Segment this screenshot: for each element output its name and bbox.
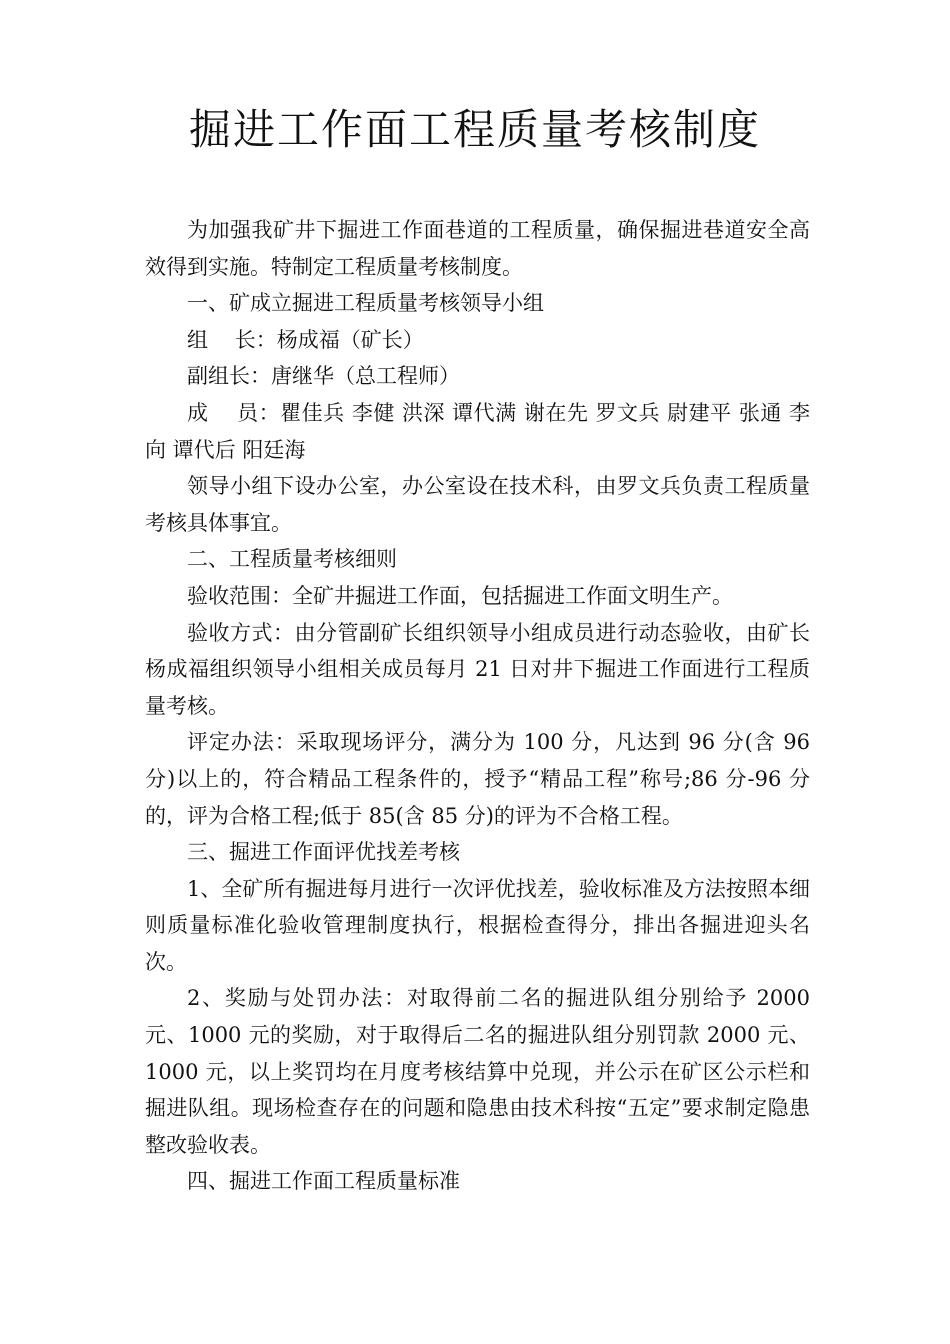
office-note-paragraph: 领导小组下设办公室，办公室设在技术科，由罗文兵负责工程质量考核具体事宜。 bbox=[145, 474, 810, 535]
deputy-line bbox=[145, 358, 810, 395]
deputy-value: 唐继华（总工程师） bbox=[271, 364, 460, 389]
method-paragraph: 验收方式：由分管副矿长组织领导小组成员进行动态验收，由矿长杨成福组织领导小组相关成员每月 21 日对井下掘进工作面进行工程质量考核。 bbox=[145, 620, 810, 718]
members-label: 成 员： bbox=[187, 400, 281, 425]
rating-paragraph: 评定办法：采取现场评分，满分为 100 分，凡达到 96 分(含 96 分)以上的，符合精品工程条件的，授予“精品工程”称号;86 分-96 分的，评为合格工程;低于 85(含 85 分)的评为不合格工程。 bbox=[145, 730, 810, 828]
leader-label: 组 长： bbox=[187, 327, 277, 352]
document-title: 掘进工作面工程质量考核制度 bbox=[188, 105, 761, 154]
item1-paragraph: 1、全矿所有掘进每月进行一次评优找差，验收标准及方法按照本细则质量标准化验收管理制度执行，根据检查得分，排出各掘进迎头名次。 bbox=[145, 876, 810, 974]
section1-heading: 一、矿成立掘进工程质量考核领导小组 bbox=[187, 291, 544, 316]
scope-paragraph: 验收范围：全矿井掘进工作面，包括掘进工作面文明生产。 bbox=[187, 583, 733, 608]
section2-heading: 二、工程质量考核细则 bbox=[187, 547, 397, 572]
leader-line bbox=[145, 322, 810, 359]
members-paragraph bbox=[145, 395, 810, 468]
section3-heading: 三、掘进工作面评优找差考核 bbox=[187, 840, 460, 865]
section4-heading: 四、掘进工作面工程质量标准 bbox=[187, 1169, 460, 1194]
members-value: 瞿佳兵 李健 洪深 谭代满 谢在先 罗文兵 尉建平 张通 李向 谭代后 阳廷海 bbox=[145, 400, 810, 462]
document-body bbox=[145, 212, 810, 1200]
deputy-label: 副组长： bbox=[187, 364, 271, 389]
item2-paragraph: 2、奖励与处罚办法：对取得前二名的掘进队组分别给予 2000 元、1000 元的奖励，对于取得后二名的掘进队组分别罚款 2000 元、1000 元，以上奖罚均在月度考核结算中兑现，并公示在矿区公示栏和掘进队组。现场检查存在的问题和隐患由技术科按“五定”要求制定隐患整改验收表。 bbox=[145, 986, 810, 1157]
leader-value: 杨成福（矿长） bbox=[276, 327, 424, 352]
intro-paragraph: 为加强我矿井下掘进工作面巷道的工程质量，确保掘进巷道安全高效得到实施。特制定工程质量考核制度。 bbox=[145, 218, 810, 279]
